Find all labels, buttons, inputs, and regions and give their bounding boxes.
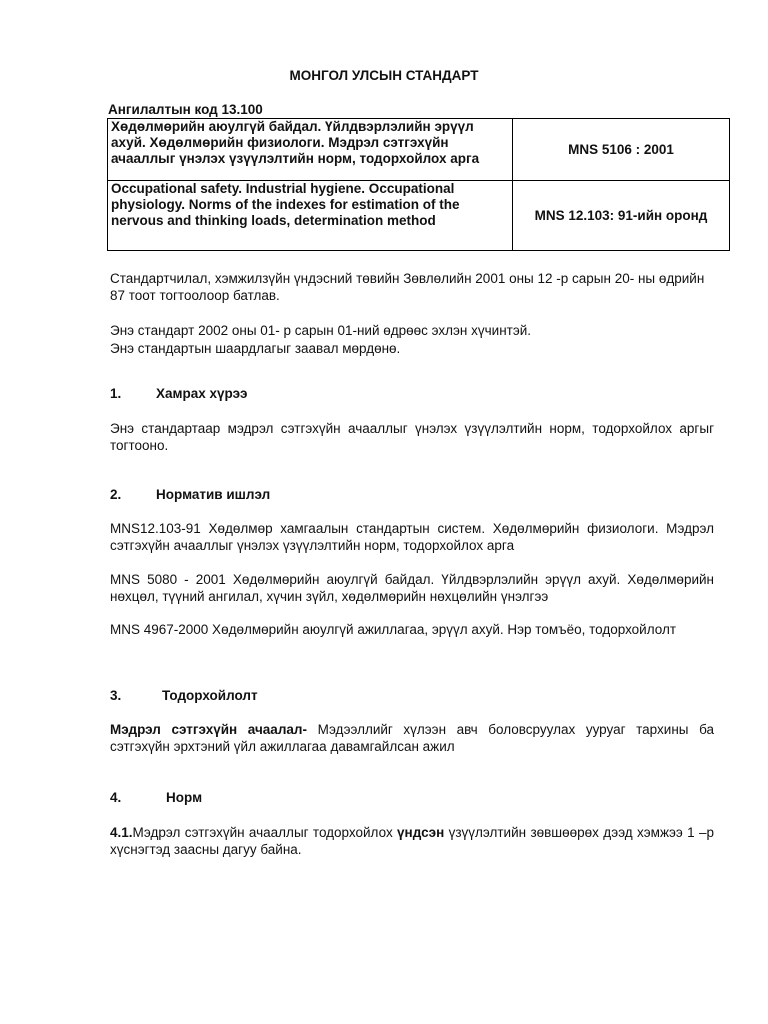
section-1-heading: [110, 386, 248, 401]
approval-text: Стандартчилал, хэмжилзүйн үндэсний төвийн Зөвлөлийн 2001 оны 12 -р сарын 20- ны өдрийн 87 тоот тогтоолоор батлав.: [110, 271, 705, 303]
reference-1: MNS12.103-91 Хөдөлмөр хамгаалын стандартын систем. Хөдөлмөрийн физиологи. Мэдрэл сэтгэхүйн ачааллыг үнэлэх үзүүлэлтийн норм, тодорхойлох арга: [110, 521, 714, 553]
norm-text-a: Мэдрэл сэтгэхүйн ачааллыг тодорхойлох: [132, 825, 398, 840]
section-2-heading: [110, 487, 270, 502]
section-title: Хамрах хүрээ: [156, 386, 248, 401]
standard-number: MNS 5106 : 2001: [513, 119, 730, 181]
section-number: 2.: [110, 487, 122, 502]
norm-text-emphasis: үндсэн: [397, 825, 445, 840]
effective-text-2: Энэ стандартын шаардлагыг заавал мөрдөнө.: [110, 341, 401, 356]
section-number: 1.: [110, 386, 122, 401]
definition-term: Мэдрэл сэтгэхүйн ачаалал-: [110, 722, 307, 737]
effective-text-1: Энэ стандарт 2002 оны 01- р сарын 01-ний өдрөөс эхлэн хүчинтэй.: [110, 323, 532, 338]
section-number: 3.: [110, 688, 122, 703]
paragraph-number: 4.1.: [110, 825, 133, 840]
section-number: 4.: [110, 790, 122, 805]
section-title: Норм: [166, 790, 203, 805]
definition-paragraph: [110, 721, 714, 755]
reference-3: MNS 4967-2000 Хөдөлмөрийн аюулгүй ажиллагаа, эрүүл ахуй. Нэр томъёо, тодорхойлолт: [110, 622, 677, 637]
section-1-text: Энэ стандартаар мэдрэл сэтгэхүйн ачааллыг үнэлэх үзүүлэлтийн норм, тодорхойлох аргыг тогтооно.: [110, 421, 714, 453]
classification-code: Ангилалтын код 13.100: [108, 102, 263, 117]
section-title: Норматив ишлэл: [156, 487, 271, 502]
norm-paragraph: [110, 824, 714, 858]
definition-text: Мэдээллийг хүлээн авч боловсруулах ууруаг тархины ба сэтгэхүйн эрхтэний үйл ажиллагаа давамгайлсан ажил: [110, 722, 715, 754]
section-4-heading: [110, 790, 202, 805]
standard-info-table: [107, 118, 730, 251]
standard-title-en: Occupational safety. Industrial hygiene. Occupational physiology. Norms of the indexes for estimation of the nervous and thinking loads, determination method: [108, 181, 513, 251]
section-title: Тодорхойлолт: [162, 688, 258, 703]
replaces-standard: MNS 12.103: 91-ийн оронд: [513, 181, 730, 251]
document-title: МОНГОЛ УЛСЫН СТАНДАРТ: [289, 68, 479, 83]
norm-text-b: үзүүлэлтийн зөвшөөрөх дээд хэмжээ 1 –р хүснэгтэд заасны дагуу байна.: [110, 825, 714, 857]
reference-2: MNS 5080 - 2001 Хөдөлмөрийн аюулгүй байдал. Үйлдвэрлэлийн эрүүл ахуй. Хөдөлмөрийн нөхцөл, түүний ангилал, хүчин зүйл, хөдөлмөрийн нөхцөлийн үнэлгээ: [110, 572, 714, 604]
section-3-heading: [110, 688, 258, 703]
standard-title-mn: Хөдөлмөрийн аюулгүй байдал. Үйлдвэрлэлийн эрүүл ахуй. Хөдөлмөрийн физиологи. Мэдрэл сэтгэхүйн ачааллыг үнэлэх үзүүлэлтийн норм, тодорхойлох арга: [108, 119, 513, 181]
